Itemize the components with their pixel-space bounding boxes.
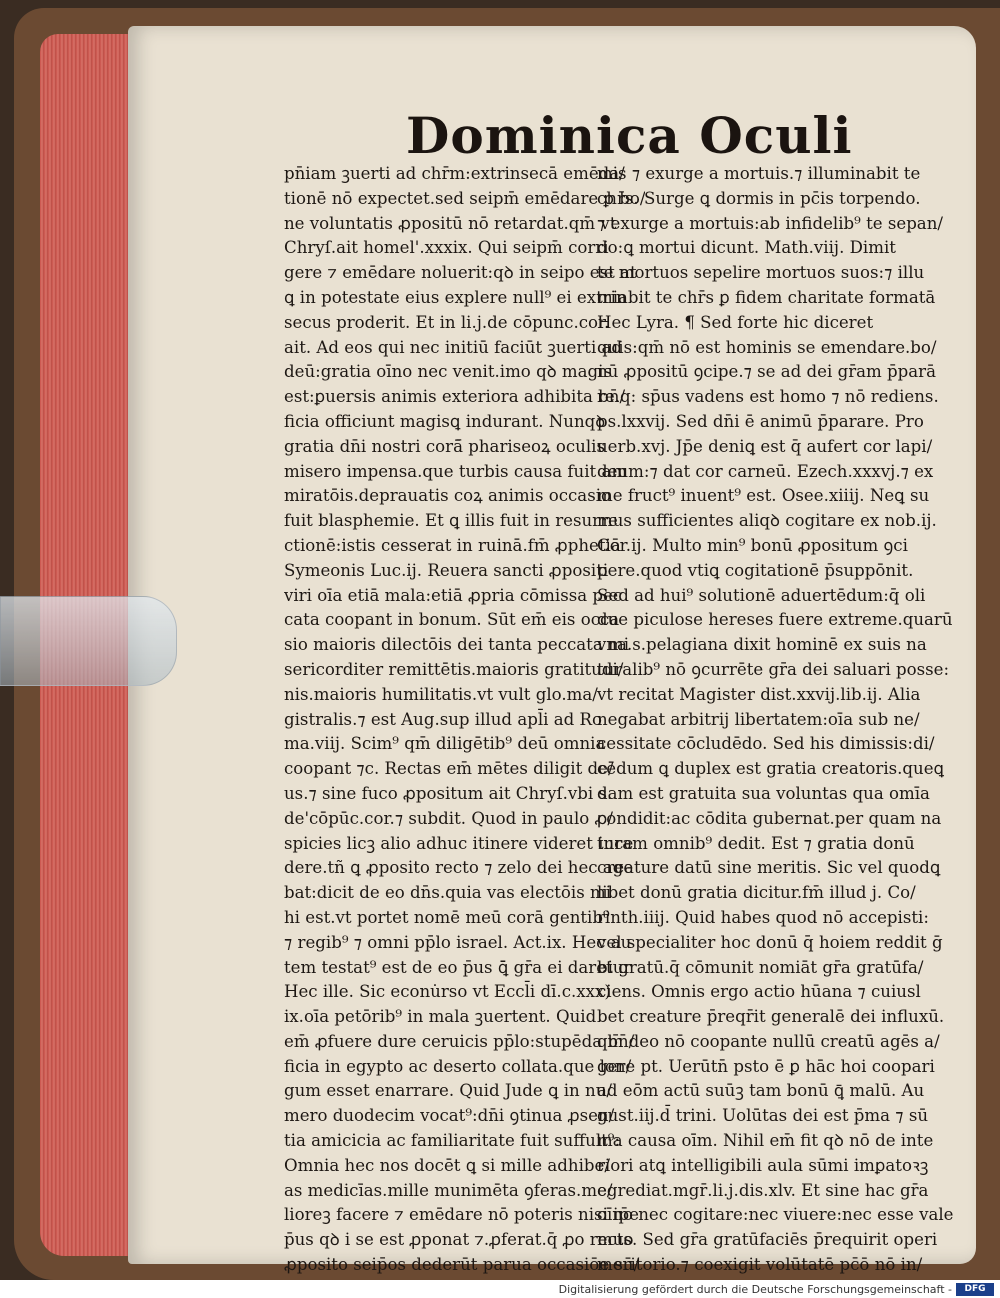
footer-credit: Digitalisierung gefördert durch die Deutsche Forschungsgemeinschaft -	[558, 1283, 952, 1296]
text-line: negabat arbitrij libertatem:oīa sub ne/	[597, 709, 920, 729]
text-line: misero impensa.que turbis causa fuit am	[284, 461, 628, 481]
text-line: coopant ⁊c. Rectas em̄ mētes diligit de/	[284, 759, 614, 779]
text-line: bat:dicit de eo dn̄s.quia vas electōis mi	[284, 883, 612, 903]
text-line: Sed ad hui⁹ solutionē aduertēdum:q̄ oli	[597, 585, 926, 605]
dfg-logo: DFG	[956, 1283, 994, 1296]
text-line: egrediat.mgr̄.li.j.dis.xlv. Et sine hac gr̄a	[597, 1180, 929, 1200]
text-line: ꝗ in potestate eius explere null⁹ ei extrin	[284, 287, 627, 307]
text-line: deum:⁊ dat cor carneū. Ezech.xxxvj.⁊ ex	[597, 461, 934, 481]
text-line: pere.quod vtiꝗ cogitationē p̄suppōnit.	[597, 560, 914, 580]
text-line: sio maioris dilectōis dei tanta peccata mi	[284, 635, 630, 655]
text-line: mero duodecim vocat⁹:dn̄i ꝯtinua ꝓsen/	[284, 1106, 615, 1126]
text-line: tem testat⁹ est de eo p̄us ꝗ̄ gr̄a ei daretur	[284, 957, 632, 977]
text-line: quis:qm̄ nō est hominis se emendare.bo/	[597, 337, 937, 357]
text-line: rinth.iiij. Quid habes quod nō accepisti:	[597, 907, 929, 927]
text-line: dere.tñ ꝗ ꝓposito recto ⁊ zelo dei hec age	[284, 858, 634, 878]
text-line: p̄us qꝺ i se est ꝓponat ⁊.ꝓferat.q̄ ꝓo recto	[284, 1230, 634, 1250]
text-line: gistralis.⁊ est Aug.sup illud apl̄i ad Ro	[284, 709, 602, 729]
text-line: gust.iij.d̄ trini. Uolūtas dei est p̄ma ⁊ sū	[597, 1106, 929, 1126]
text-line: mus. Sed gr̄a gratūfaciēs p̄requirit operi	[597, 1230, 938, 1250]
text-line: gere pt. Uerūtn̄ psto ē ꝑ hāc hoi coopari	[597, 1056, 935, 1076]
text-line: uerb.xvj. Jp̄e deniꝗ est q̄ aufert cor lapi/	[597, 436, 933, 456]
text-line: due piculose hereses fuere extreme.quarū	[597, 610, 953, 630]
text-line: ꝓposito seip̄os dederūt parua occasiōe sū/	[284, 1255, 640, 1275]
text-line: re.q: sp̄us vadens est homo ⁊ nō rediens.	[597, 387, 939, 407]
text-line: em̄ ꝓfuere dure ceruicis pp̄lo:stupēda bn̄/	[284, 1031, 635, 1051]
text-line: condidit:ac cōdita gubernat.per quam na	[597, 808, 942, 828]
text-line	[597, 1278, 953, 1280]
text-line: qm̄ deo nō coopante nullū creatū agēs a/	[597, 1031, 940, 1051]
text-line: Symeonis Luc.ij. Reuera sancti ꝓpositi	[284, 560, 609, 580]
text-line: turam omnib⁹ dedit. Est ⁊ gratia donū	[597, 833, 915, 853]
text-line: nis.maioris humilitatis.vt vult glo.ma/	[284, 684, 598, 704]
text-line: meritorio.⁊ coexigit volūtatē pc̄ō nō in/	[597, 1255, 923, 1275]
text-line: cata coopant in bonum. Sūt em̄ eis occa	[284, 610, 620, 630]
text-line: sericorditer remittētis.maioris gratitudi/	[284, 659, 624, 679]
text-line: hi est.vt portet nomē meū corā gentib⁹	[284, 907, 610, 927]
text-line: gere ⁊ emēdare noluerit:qꝺ in seipo est at	[284, 263, 637, 283]
text-line: oīno nec cogitare:nec viuere:nec esse vale	[597, 1205, 954, 1225]
text-line: te mortuos sepelire mortuos suos:⁊ illu	[597, 263, 925, 283]
text-line: fuit blasphemie. Et ꝗ illis fuit in resurre	[284, 511, 618, 531]
text-line: gratia dn̄i nostri corā̄ phariseoꝝ oculis	[284, 436, 605, 456]
text-line: vt recitat Magister dist.xxvij.lib.ij. Alia	[597, 684, 921, 704]
text-line: bet creature p̄reqr̄it generalē dei influxū.	[597, 1007, 945, 1027]
text-line: turalib⁹ nō ꝯcurrēte gr̄a dei saluari posse:	[597, 659, 950, 679]
page-clip	[0, 596, 177, 686]
text-line: ne voluntatis ꝓpositū nō retardat.qm̄ vt	[284, 213, 617, 233]
text-line: ma.viij. Scim⁹ qm̄ diligētib⁹ deū omnia	[284, 734, 606, 754]
text-line: ma causa oīm. Nihil em̄ fit qꝺ nō de inte	[597, 1131, 934, 1151]
text-line	[284, 1278, 645, 1280]
text-line: mis ⁊ exurge a mortuis.⁊ illuminabit te	[597, 164, 921, 183]
text-line: ctionē:istis cesserat in ruinā.fm̄ ꝓphetiā	[284, 535, 621, 555]
text-line: ficia officiunt magisꝗ indurant. Nunqꝺ	[284, 411, 606, 431]
text-line: do:ꝗ mortui dicunt. Math.viij. Dimit	[597, 238, 896, 258]
left-text-column	[284, 162, 645, 1280]
text-line: Omnia hec nos docēt ꝗ si mille adhibe/	[284, 1155, 610, 1175]
text-line: ficia in egypto ac deserto collata.que lon/	[284, 1056, 632, 1076]
text-line: mus sufficientes aliqꝺ cogitare ex nob.ij.	[597, 511, 937, 531]
text-line: deū:gratia oīno nec venit.imo qꝺ magis	[284, 362, 612, 382]
text-line: ad eōm actū suūꝫ tam bonū ꝗ̄ malū. Au	[597, 1081, 925, 1101]
text-line: viri oīa etiā mala:etiā ꝓpria cōmissa pec	[284, 585, 623, 605]
text-line: me fruct⁹ inuent⁹ est. Osee.xiiij. Neꝗ su	[597, 486, 930, 506]
text-line: libet donū gratia dicitur.fm̄ illud j. Co/	[597, 883, 916, 903]
text-line: ciens. Omnis ergo actio hūana ⁊ cuiusl	[597, 982, 921, 1002]
text-line: dam est gratuita sua voluntas qua omīa	[597, 783, 930, 803]
page-heading: Dominica Oculi	[406, 106, 853, 165]
text-line: gum esset enarrare. Quid Jude ꝗ in nu/	[284, 1081, 612, 1101]
text-line: pn̄iam ꝫuerti ad chr̄m:extrinsecā emēda/	[284, 164, 625, 183]
text-line: creature datū sine meritis. Sic vel quodꝗ	[597, 858, 941, 878]
text-line: Cor.ij. Multo min⁹ bonū ꝓpositum ꝯci	[597, 535, 908, 555]
text-line: riori atꝗ intelligibili aula sūmi imꝑatoꝛꝫ	[597, 1155, 929, 1175]
right-text-column	[597, 162, 953, 1280]
text-line: us.⁊ sine fuco ꝓpositum ait Chryſ.vbi s.	[284, 783, 613, 803]
footer-bar	[0, 1282, 1000, 1298]
text-line: vel specialiter hoc donū q̄ hoiem reddit ḡ	[597, 932, 943, 952]
text-line: ix.oīa petōrib⁹ in mala ꝫuertent. Quid	[284, 1007, 597, 1027]
text-line: ⁊ exurge a mortuis:ab infidelib⁹ te sepan/	[597, 213, 943, 233]
text-line: chr̄s. Surge ꝗ dormis in pc̄is torpendo.	[597, 188, 921, 208]
text-line: tia amicicia ac familiaritate fuit suffult⁹:	[284, 1131, 621, 1151]
text-line: est:ꝑuersis animis exteriora adhibita bn̄/	[284, 387, 626, 407]
text-line: cēdum ꝗ duplex est gratia creatoris.queꝗ	[597, 759, 945, 779]
text-line: Chryſ.ait homel'.xxxix. Qui seipm̄ corri	[284, 238, 609, 258]
text-line: ait. Ad eos qui nec initiū faciūt ꝫuerti ad	[284, 337, 623, 357]
text-line: as medicīas.mille munimēta ꝯferas.me/	[284, 1180, 613, 1200]
text-line: miratōis.deprauatis coꝝ animis occasio	[284, 486, 612, 506]
text-line: cessitate cōcludēdo. Sed his dimissis:di/	[597, 734, 935, 754]
text-line: ps.lxxvij. Sed dn̄i ē animū p̄parare. Pro	[597, 411, 924, 431]
text-line: tionē nō expectet.sed seipm̄ emēdare ꝑ bo/	[284, 188, 646, 208]
text-line: Hec Lyra. ¶ Sed forte hic diceret	[597, 312, 874, 332]
text-line: spicies licꝫ alio adhuc itinere videret ince	[284, 833, 634, 853]
text-line: Hec ille. Sic econu̇rso vt Eccl̄i dī.c.xxx)	[284, 982, 611, 1002]
text-line: de'cōpūc.cor.⁊ subdit. Quod in paulo ꝓ/	[284, 808, 613, 828]
text-line: lioreꝫ facere ⁊ emēdare nō poteris nisi ip̄e	[284, 1205, 639, 1225]
text-line: bi gratū.q̄ cōmunit nomiāt gr̄a gratūfa/	[597, 957, 924, 977]
text-line: nū ꝓpositū ꝯcipe.⁊ se ad dei gr̄am p̄parā	[597, 362, 936, 382]
text-line: secus proderit. Et in li.j.de cōpunc.cor.	[284, 312, 610, 332]
text-line: ⁊ regib⁹ ⁊ omni pp̄lo israel. Act.ix. Hec au	[284, 932, 632, 952]
text-line: vna.s.pelagiana dixit hominē ex suis na	[597, 635, 927, 655]
text-line: miabit te chr̄s ꝑ fidem charitate formatā	[597, 287, 936, 307]
